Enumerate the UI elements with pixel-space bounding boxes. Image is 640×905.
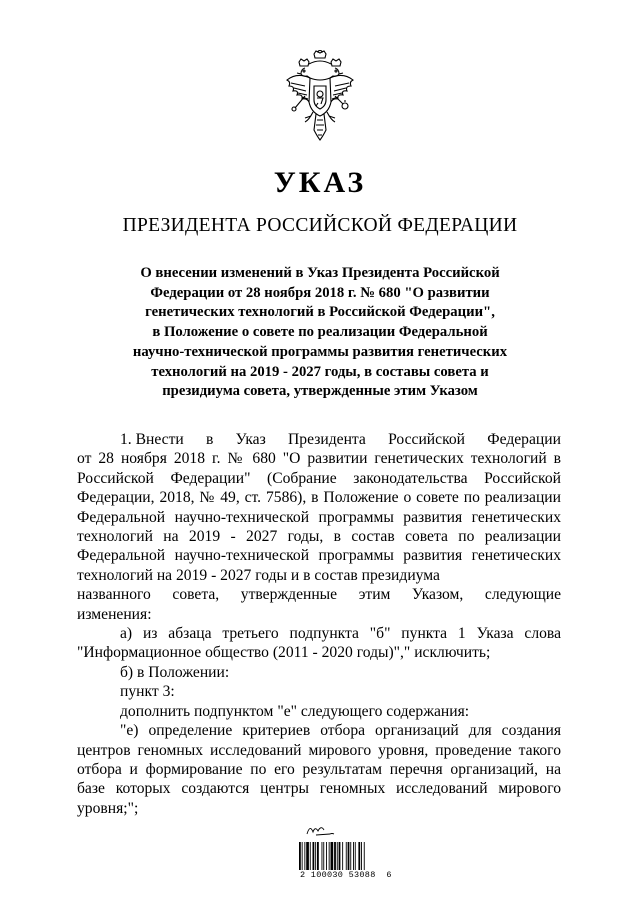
word: Президента xyxy=(288,431,366,448)
word: названного xyxy=(77,586,151,604)
heading-line: в Положение о совете по реализации Федеральной xyxy=(152,324,488,341)
word: утвержденные xyxy=(240,586,338,604)
heading-line: О внесении изменений в Указ Президента Российской xyxy=(140,265,500,281)
heading-line: Федерации от 28 ноября 2018 г. № 680 "О развитии xyxy=(150,284,490,301)
russian-coat-of-arms-icon xyxy=(283,50,357,142)
heading-line: научно-технической программы развития генетических xyxy=(132,343,508,360)
word: в xyxy=(206,431,214,448)
paragraph-1-stretch-line xyxy=(77,585,561,604)
word: этим xyxy=(358,586,391,604)
paragraph-1-first-line xyxy=(77,430,561,449)
decree-title: УКАЗ xyxy=(273,166,367,199)
word: совета, xyxy=(172,586,220,604)
word: Российской xyxy=(388,431,465,448)
paragraph-2: а) из абзаца третьего подпункта "б" пункта 1 Указа слова "Информационное общество (2011 - 2020 годы)"," исключить; xyxy=(77,625,561,662)
decree-body xyxy=(77,430,561,818)
paragraph-5: дополнить подпунктом "е" следующего содержания: xyxy=(120,702,470,720)
word: 1. Внести xyxy=(120,431,184,448)
handwritten-initials-icon xyxy=(304,822,336,838)
paragraph-1-end: изменения: xyxy=(77,605,152,623)
word: Указ xyxy=(235,431,266,448)
decree-subtitle: ПРЕЗИДЕНТА РОССИЙСКОЙ ФЕДЕРАЦИИ xyxy=(122,215,518,236)
paragraph-6: "е) определение критериев отбора организаций для создания центров геномных исследований мирового уровня, проведение такого отбора и формирование по его результатам перечня организаций, на базе которых создаются центры геномных исследований мирового уровня;"; xyxy=(77,722,561,817)
heading-line: технологий на 2019 - 2027 годы, в составы совета и xyxy=(151,363,489,380)
paragraph-4: пункт 3: xyxy=(120,683,175,701)
paragraph-3: б) в Положении: xyxy=(120,663,230,681)
barcode-number: 2 100030 53088 6 xyxy=(300,870,392,880)
heading-line: президиума совета, утвержденные этим Указом xyxy=(162,383,478,400)
word: Указом, xyxy=(412,586,464,604)
decree-heading xyxy=(100,264,540,402)
paragraph-1-body: от 28 ноября 2018 г. № 680 "О развитии генетических технологий в Российской Федерации" (Собрание законодательства Российской Федерации, 2018, № 49, ст. 7586), в Положение о совете по реализации Федеральной научно-технической программы развития генетических технологий на 2019 - 2027 годы, в состав совета по реализации Федеральной научно-технической программы развития генетических технологий на 2019 - 2027 годы и в состав президиума xyxy=(77,450,561,584)
word: следующие xyxy=(484,586,561,604)
word: Федерации xyxy=(487,431,561,448)
heading-line: генетических технологий в Российской Федерации", xyxy=(145,304,495,321)
barcode-icon xyxy=(299,842,381,870)
